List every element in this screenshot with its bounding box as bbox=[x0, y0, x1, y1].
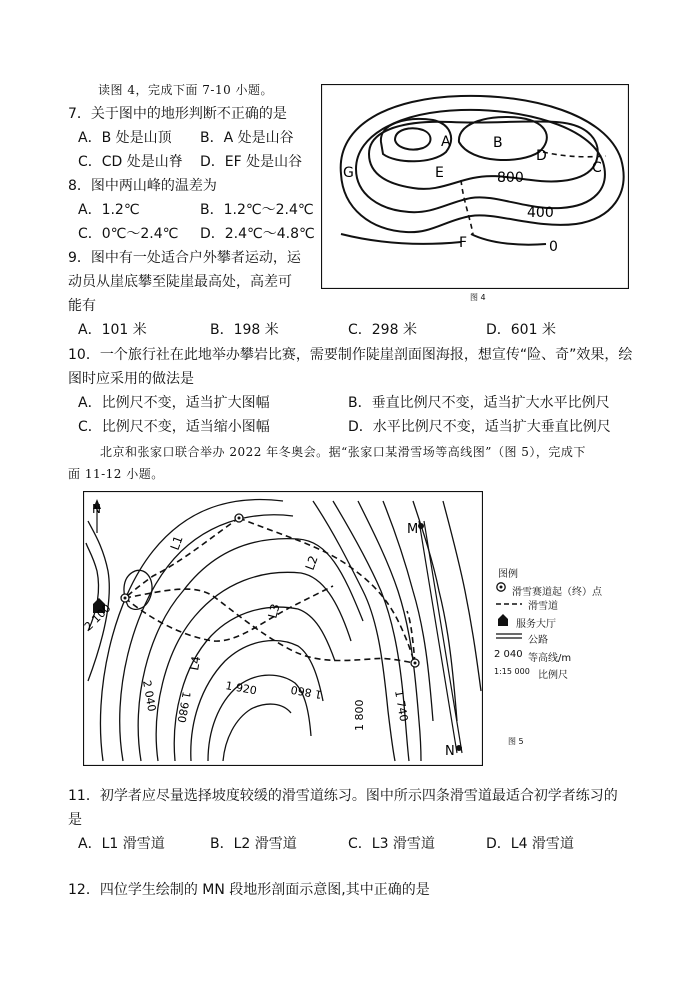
fig4-label-f: F bbox=[459, 235, 468, 251]
legend-trail-label: 滑雪道 bbox=[528, 601, 558, 612]
q11-option-b[interactable]: B．L2 滑雪道 bbox=[210, 836, 297, 852]
fig5-north-label: N bbox=[92, 502, 101, 516]
figure-5-legend bbox=[494, 565, 644, 695]
legend-hall-icon bbox=[496, 613, 510, 629]
intro-text-2-line1: 北京和张家口联合举办 2022 年冬奥会。据“张家口某滑雪场等高线图”（图 5），完成下 bbox=[100, 445, 586, 459]
fig5-contour-1860: 1 860 bbox=[289, 682, 324, 702]
figure-4-caption: 图 4 bbox=[470, 293, 486, 302]
q11-option-d[interactable]: D．L4 滑雪道 bbox=[486, 836, 574, 852]
legend-startend-label: 滑雪赛道起（终）点 bbox=[512, 587, 602, 598]
q9-option-c[interactable]: C．298 米 bbox=[348, 322, 417, 338]
legend-title: 图例 bbox=[498, 569, 518, 580]
legend-scale-value: 1:15 000 bbox=[494, 667, 530, 676]
legend-hall-label: 服务大厅 bbox=[516, 619, 556, 630]
fig5-contour-2100: 2 100 bbox=[83, 601, 114, 634]
q9-option-b[interactable]: B．198 米 bbox=[210, 322, 279, 338]
fig4-label-a: A bbox=[441, 134, 451, 150]
legend-road-label: 公路 bbox=[528, 635, 548, 646]
legend-contour-label: 等高线/m bbox=[528, 653, 572, 664]
q10-option-c[interactable]: C．比例尺不变，适当缩小图幅 bbox=[78, 419, 270, 435]
fig5-contour-1740: 1 740 bbox=[392, 689, 411, 723]
q8-option-a[interactable]: A．1.2℃ bbox=[78, 202, 140, 218]
fig4-label-d: D bbox=[536, 148, 547, 164]
q8-stem: 8．图中两山峰的温差为 bbox=[68, 178, 217, 194]
fig5-point-m: M bbox=[407, 522, 419, 537]
q7-option-c[interactable]: C．CD 处是山脊 bbox=[78, 154, 183, 170]
fig5-slope-l4: L4 bbox=[187, 654, 204, 672]
fig4-contour-0: 0 bbox=[549, 239, 558, 255]
q9-stem-line1: 9．图中有一处适合户外攀者运动，运 bbox=[68, 250, 301, 266]
fig5-contour-1920: 1 920 bbox=[224, 679, 258, 698]
fig5-contour-1800: 1 800 bbox=[353, 699, 366, 731]
intro-text-2-line2: 面 11-12 小题。 bbox=[68, 467, 164, 481]
q7-option-d[interactable]: D．EF 处是山谷 bbox=[200, 154, 303, 170]
legend-startend-icon bbox=[494, 580, 508, 596]
legend-trail-icon bbox=[494, 599, 524, 611]
q10-stem-line2: 图时应采用的做法是 bbox=[68, 371, 194, 387]
figure-5-contour-map bbox=[83, 491, 483, 770]
fig5-slope-l2: L2 bbox=[302, 553, 321, 573]
q11-stem-line2: 是 bbox=[68, 812, 82, 828]
q8-option-c[interactable]: C．0℃～2.4℃ bbox=[78, 226, 179, 242]
legend-contour-value: 2 040 bbox=[494, 649, 523, 660]
fig4-contour-800: 800 bbox=[497, 170, 524, 186]
q12-stem: 12．四位学生绘制的 MN 段地形剖面示意图,其中正确的是 bbox=[68, 882, 430, 898]
fig5-slope-l1: L1 bbox=[167, 533, 186, 553]
fig4-contour-400: 400 bbox=[527, 205, 554, 221]
fig5-contour-2040: 2 040 bbox=[140, 679, 159, 713]
fig4-label-g: G bbox=[343, 165, 354, 181]
fig4-label-e: E bbox=[435, 165, 444, 181]
fig5-contour-1980: 1 980 bbox=[174, 690, 193, 724]
q9-stem-line2: 动员从崖底攀至陡崖最高处，高差可 bbox=[68, 274, 292, 290]
fig4-label-c: C bbox=[592, 160, 602, 176]
q9-option-d[interactable]: D．601 米 bbox=[486, 322, 556, 338]
q10-stem-line1: 10．一个旅行社在此地举办攀岩比赛，需要制作陡崖剖面图海报，想宣传“险、奇”效果，绘 bbox=[68, 347, 633, 363]
q11-stem-line1: 11．初学者应尽量选择坡度较缓的滑雪道练习。图中所示四条滑雪道最适合初学者练习的 bbox=[68, 788, 618, 804]
legend-scale-label: 比例尺 bbox=[538, 670, 568, 681]
fig5-point-n: N bbox=[445, 744, 455, 759]
figure-4-contour-map bbox=[321, 84, 629, 293]
q7-option-a[interactable]: A．B 处是山顶 bbox=[78, 130, 172, 146]
q9-stem-line3: 能有 bbox=[68, 298, 96, 314]
intro-text-1: 读图 4，完成下面 7-10 小题。 bbox=[98, 83, 274, 97]
figure-5-caption: 图 5 bbox=[508, 737, 524, 746]
q8-option-b[interactable]: B．1.2℃～2.4℃ bbox=[200, 202, 314, 218]
q7-option-b[interactable]: B．A 处是山谷 bbox=[200, 130, 294, 146]
q11-option-a[interactable]: A．L1 滑雪道 bbox=[78, 836, 165, 852]
q10-option-d[interactable]: D．水平比例尺不变，适当扩大垂直比例尺 bbox=[348, 419, 611, 435]
q10-option-b[interactable]: B．垂直比例尺不变，适当扩大水平比例尺 bbox=[348, 395, 610, 411]
q11-option-c[interactable]: C．L3 滑雪道 bbox=[348, 836, 435, 852]
fig5-slope-l3: L3 bbox=[265, 602, 283, 620]
q10-option-a[interactable]: A．比例尺不变，适当扩大图幅 bbox=[78, 395, 270, 411]
q7-stem: 7．关于图中的地形判断不正确的是 bbox=[68, 106, 287, 122]
q9-option-a[interactable]: A．101 米 bbox=[78, 322, 147, 338]
fig4-label-b: B bbox=[493, 135, 503, 151]
q8-option-d[interactable]: D．2.4℃～4.8℃ bbox=[200, 226, 315, 242]
legend-road-icon bbox=[494, 631, 524, 643]
